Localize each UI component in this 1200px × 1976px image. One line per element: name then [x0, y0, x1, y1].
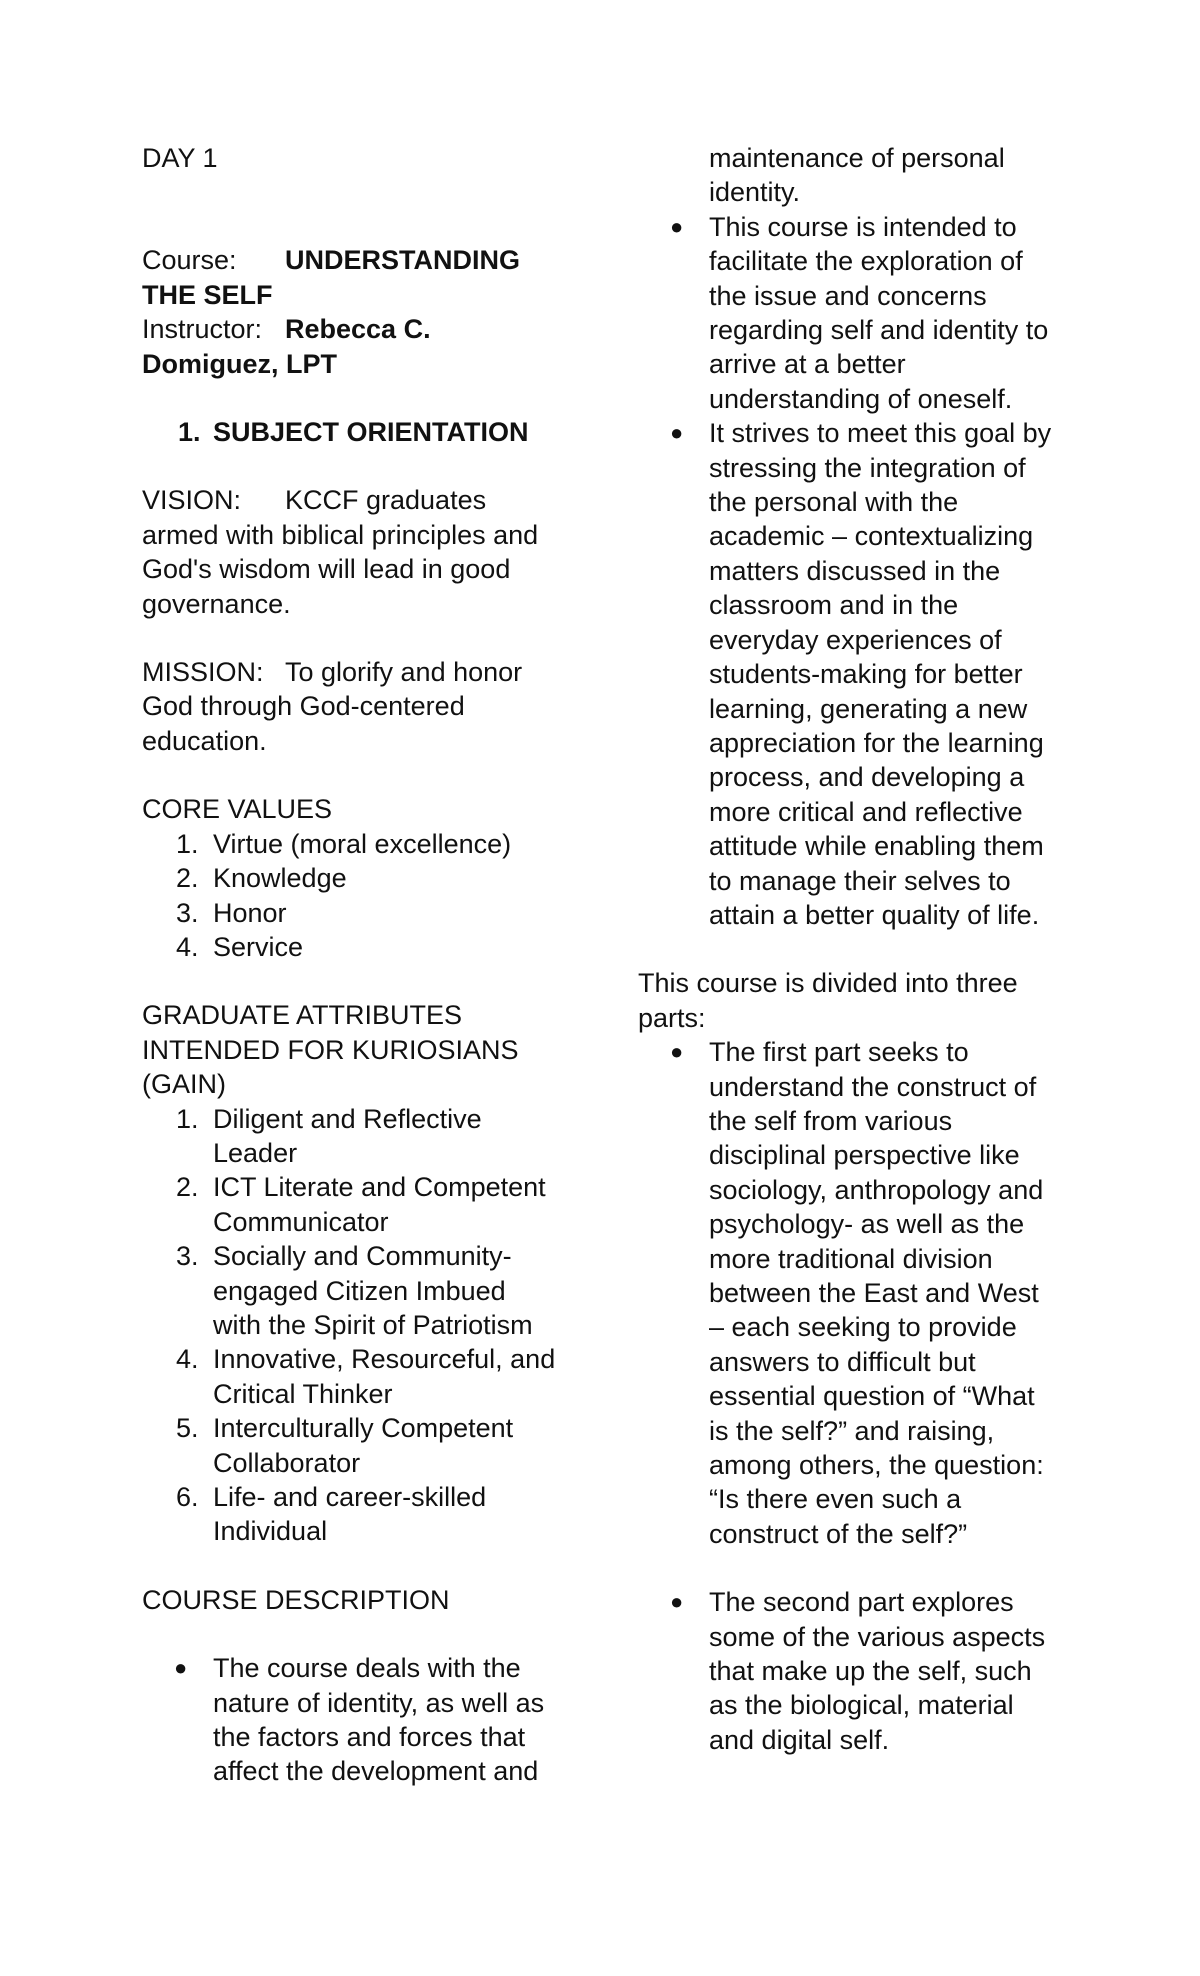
bullet-icon: ●	[670, 420, 684, 446]
list-item: 5. Interculturally Competent Collaborator	[176, 1413, 514, 1478]
course-label: Course:	[142, 245, 237, 276]
list-item: 4. Service	[176, 931, 304, 962]
bullet-icon: ●	[670, 1039, 684, 1065]
course-title-2: THE SELF	[142, 279, 273, 310]
section-number: 1.	[178, 417, 201, 448]
attributes-title-1: GRADUATE ATTRIBUTES	[142, 1000, 463, 1031]
vision-line-3: God's wisdom will lead in good	[142, 554, 511, 585]
bullet-item: ● The first part seeks to understand the construct of the self from various disciplinal perspective like sociology, anthropology and psychology- as well as the more traditional division between the East and West – each seeking to provide answers to difficult but essential question of “What is the self?” and raising, among others, the question: “Is there even such a construct of the self?”	[670, 1037, 1044, 1549]
bullet-continuation: maintenance of personal identity.	[709, 143, 1005, 208]
attributes-title-3: (GAIN)	[142, 1069, 226, 1100]
instructor-name-1: Rebecca C.	[285, 314, 431, 345]
list-item: 2. Knowledge	[176, 863, 347, 894]
parts-intro-2: parts:	[638, 1002, 706, 1033]
left-column	[142, 141, 582, 1789]
bullet-item: ● This course is intended to facilitate the exploration of the issue and concerns regarding self and identity to arrive at a better understanding of oneself.	[670, 211, 1049, 414]
instructor-label: Instructor:	[142, 314, 263, 345]
bullet-item: ● The course deals with the nature of identity, as well as the factors and forces that affect the development and	[174, 1653, 545, 1787]
list-item: 3. Socially and Community- engaged Citizen Imbued with the Spirit of Patriotism	[176, 1241, 533, 1340]
section-title: SUBJECT ORIENTATION	[213, 417, 529, 448]
vision-line-4: governance.	[142, 588, 291, 619]
instructor-name-2: Domiguez, LPT	[142, 348, 337, 379]
parts-intro-1: This course is divided into three	[638, 968, 1018, 999]
course-description-title: COURSE DESCRIPTION	[142, 1584, 450, 1615]
bullet-item: ● It strives to meet this goal by stressing the integration of the personal with the academic – contextualizing matters discussed in the classroom and in the everyday experiences of students-making for better learning, generating a new appreciation for the learning process, and developing a more critical and reflective attitude while enabling them to manage their selves to attain a better quality of life.	[670, 418, 1052, 930]
mission-label: MISSION:	[142, 657, 264, 688]
vision-line-2: armed with biblical principles and	[142, 519, 539, 550]
list-item: 6. Life- and career-skilled Individual	[176, 1482, 487, 1547]
day-heading: DAY 1	[142, 143, 218, 173]
list-item: 1. Virtue (moral excellence)	[176, 828, 512, 859]
list-item: 1. Diligent and Reflective Leader	[176, 1103, 482, 1168]
list-item: 2. ICT Literate and Competent Communicator	[176, 1172, 546, 1237]
core-values-title: CORE VALUES	[142, 794, 333, 825]
bullet-item: ● The second part explores some of the various aspects that make up the self, such as the biological, material and digital self.	[670, 1587, 1046, 1755]
section-heading	[142, 415, 582, 449]
vision-line-1: VISION: KCCF graduates	[142, 483, 582, 517]
bullet-icon: ●	[174, 1655, 188, 1681]
mission-line-2: God through God-centered	[142, 691, 465, 722]
bullet-icon: ●	[670, 1589, 684, 1615]
bullet-icon: ●	[670, 213, 684, 239]
course-line	[142, 243, 582, 277]
instructor-line	[142, 312, 582, 346]
mission-line-3: education.	[142, 725, 267, 756]
course-title-1: UNDERSTANDING	[285, 245, 520, 276]
attributes-title-2: INTENDED FOR KURIOSIANS	[142, 1034, 519, 1065]
vision-label: VISION:	[142, 485, 242, 516]
list-item: 3. Honor	[176, 897, 287, 928]
mission-line-1: MISSION: To glorify and honor	[142, 655, 582, 689]
right-column	[638, 141, 1078, 1757]
list-item: 4. Innovative, Resourceful, and Critical Thinker	[176, 1344, 556, 1409]
